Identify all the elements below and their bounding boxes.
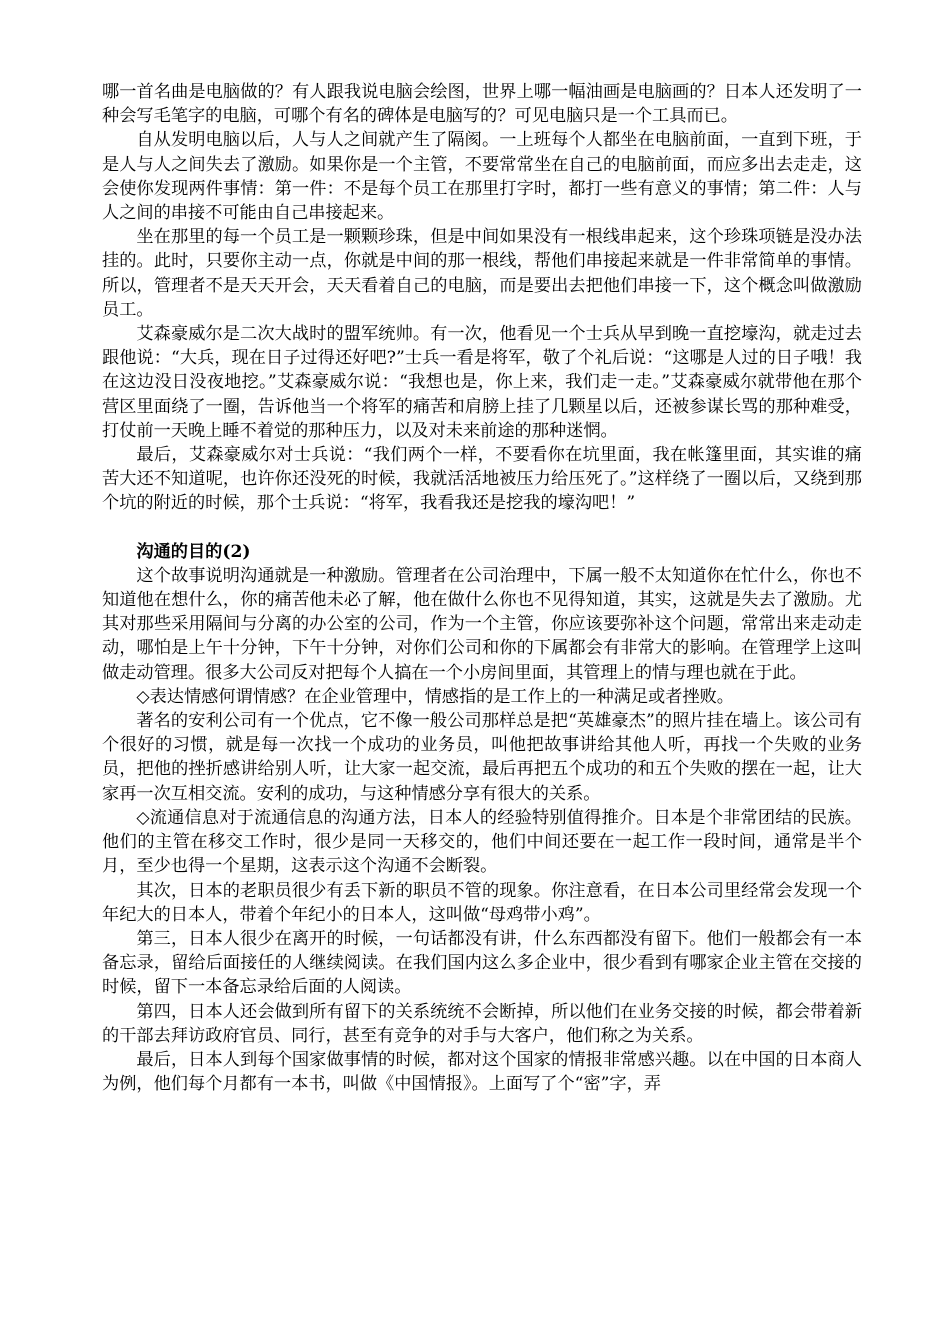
section-spacer <box>102 516 862 540</box>
section-heading: 沟通的目的(2) <box>136 541 251 562</box>
paragraph: ◇表达情感何谓情感？在企业管理中，情感指的是工作上的一种满足或者挫败。 <box>136 686 734 707</box>
paragraph: 其次，日本的老职员很少有丢下新的职员不管的现象。你注意看，在日本公司里经常会发现一个年纪大的日本人，带着个年纪小的日本人，这叫做“母鸡带小鸡”。 <box>102 880 862 925</box>
paragraph: 第四，日本人还会做到所有留下的关系统统不会断掉，所以他们在业务交接的时候，都会带着新的干部去拜访政府官员、同行，甚至有竞争的对手与大客户，他们称之为关系。 <box>102 1001 862 1046</box>
paragraph: 哪一首名曲是电脑做的？有人跟我说电脑会绘图，世界上哪一幅油画是电脑画的？日本人还发明了一种会写毛笔字的电脑，可哪个有名的碑体是电脑写的？可见电脑只是一个工具而已。 <box>102 82 862 127</box>
paragraph: 这个故事说明沟通就是一种激励。管理者在公司治理中，下属一般不太知道你在忙什么，你也不知道他在想什么，你的痛苦他未必了解，他在做什么你也不见得知道，其实，这就是失去了激励。尤其对那些采用隔间与分离的办公室的公司，作为一个主管，你应该要弥补这个问题，常常出来走动走动，哪怕是上午十分钟，下午十分钟，对你们公司和你的下属都会有非常大的影响。在管理学上这叫做走动管理。很多大公司反对把每个人搞在一个小房间里面，其管理上的情与理也就在于此。 <box>102 565 862 683</box>
paragraph: ◇流通信息对于流通信息的沟通方法，日本人的经验特别值得推介。日本是个非常团结的民族。他们的主管在移交工作时，很少是同一天移交的，他们中间还要在一起工作一段时间，通常是半个月，至少也得一个星期，这表示这个沟通不会断裂。 <box>102 807 862 877</box>
paragraph: 自从发明电脑以后，人与人之间就产生了隔阂。一上班每个人都坐在电脑前面，一直到下班，于是人与人之间失去了激励。如果你是一个主管，不要常常坐在自己的电脑前面，而应多出去走走，这会使你发现两件事情：第一件：不是每个员工在那里打字时，都打一些有意义的事情；第二件：人与人之间的串接不可能由自己串接起来。 <box>102 130 862 224</box>
paragraph: 最后，艾森豪威尔对士兵说：“我们两个一样，不要看你在坑里面，我在帐篷里面，其实谁的痛苦大还不知道呢，也许你还没死的时候，我就活活地被压力给压死了。”这样绕了一圈以后，又绕到那个坑的附近的时候，那个士兵说：“将军，我看我还是挖我的壕沟吧！” <box>102 445 862 514</box>
paragraph: 艾森豪威尔是二次大战时的盟军统帅。有一次，他看见一个士兵从早到晚一直挖壕沟，就走过去跟他说：“大兵，现在日子过得还好吧?”士兵一看是将军，敬了个礼后说：“这哪是人过的日子哦！我在这边没日没夜地挖。”艾森豪威尔说：“我想也是，你上来，我们走一走。”艾森豪威尔就带他在那个营区里面绕了一圈，告诉他当一个将军的痛苦和肩膀上挂了几颗星以后，还被参谋长骂的那种难受，打仗前一天晚上睡不着觉的那种压力，以及对未来前途的那种迷惘。 <box>102 324 862 441</box>
paragraph: 坐在那里的每一个员工是一颗颗珍珠，但是中间如果没有一根线串起来，这个珍珠项链是没办法挂的。此时，只要你主动一点，你就是中间的那一根线，帮他们串接起来就是一件非常简单的事情。所以，管理者不是天天开会，天天看着自己的电脑，而是要出去把他们串接一下，这个概念叫做激励员工。 <box>102 227 862 320</box>
paragraph: 最后，日本人到每个国家做事情的时候，都对这个国家的情报非常感兴趣。以在中国的日本商人为例，他们每个月都有一本书，叫做《中国情报》。上面写了个“密”字，弄 <box>102 1049 862 1095</box>
paragraph: 著名的安利公司有一个优点，它不像一般公司那样总是把“英雄豪杰”的照片挂在墙上。该公司有个很好的习惯，就是每一次找一个成功的业务员，叫他把故事讲给其他人听，再找一个失败的业务员，把他的挫折感讲给别人听，让大家一起交流，最后再把五个成功的和五个失败的摆在一起，让大家再一次互相交流。安利的成功，与这种情感分享有很大的关系。 <box>102 711 862 804</box>
paragraph: 第三，日本人很少在离开的时候，一句话都没有讲，什么东西都没有留下。他们一般都会有一本备忘录，留给后面接任的人继续阅读。在我们国内这么多企业中，很少看到有哪家企业主管在交接的时候，留下一本备忘录给后面的人阅读。 <box>102 928 862 998</box>
document-page <box>102 80 862 1096</box>
